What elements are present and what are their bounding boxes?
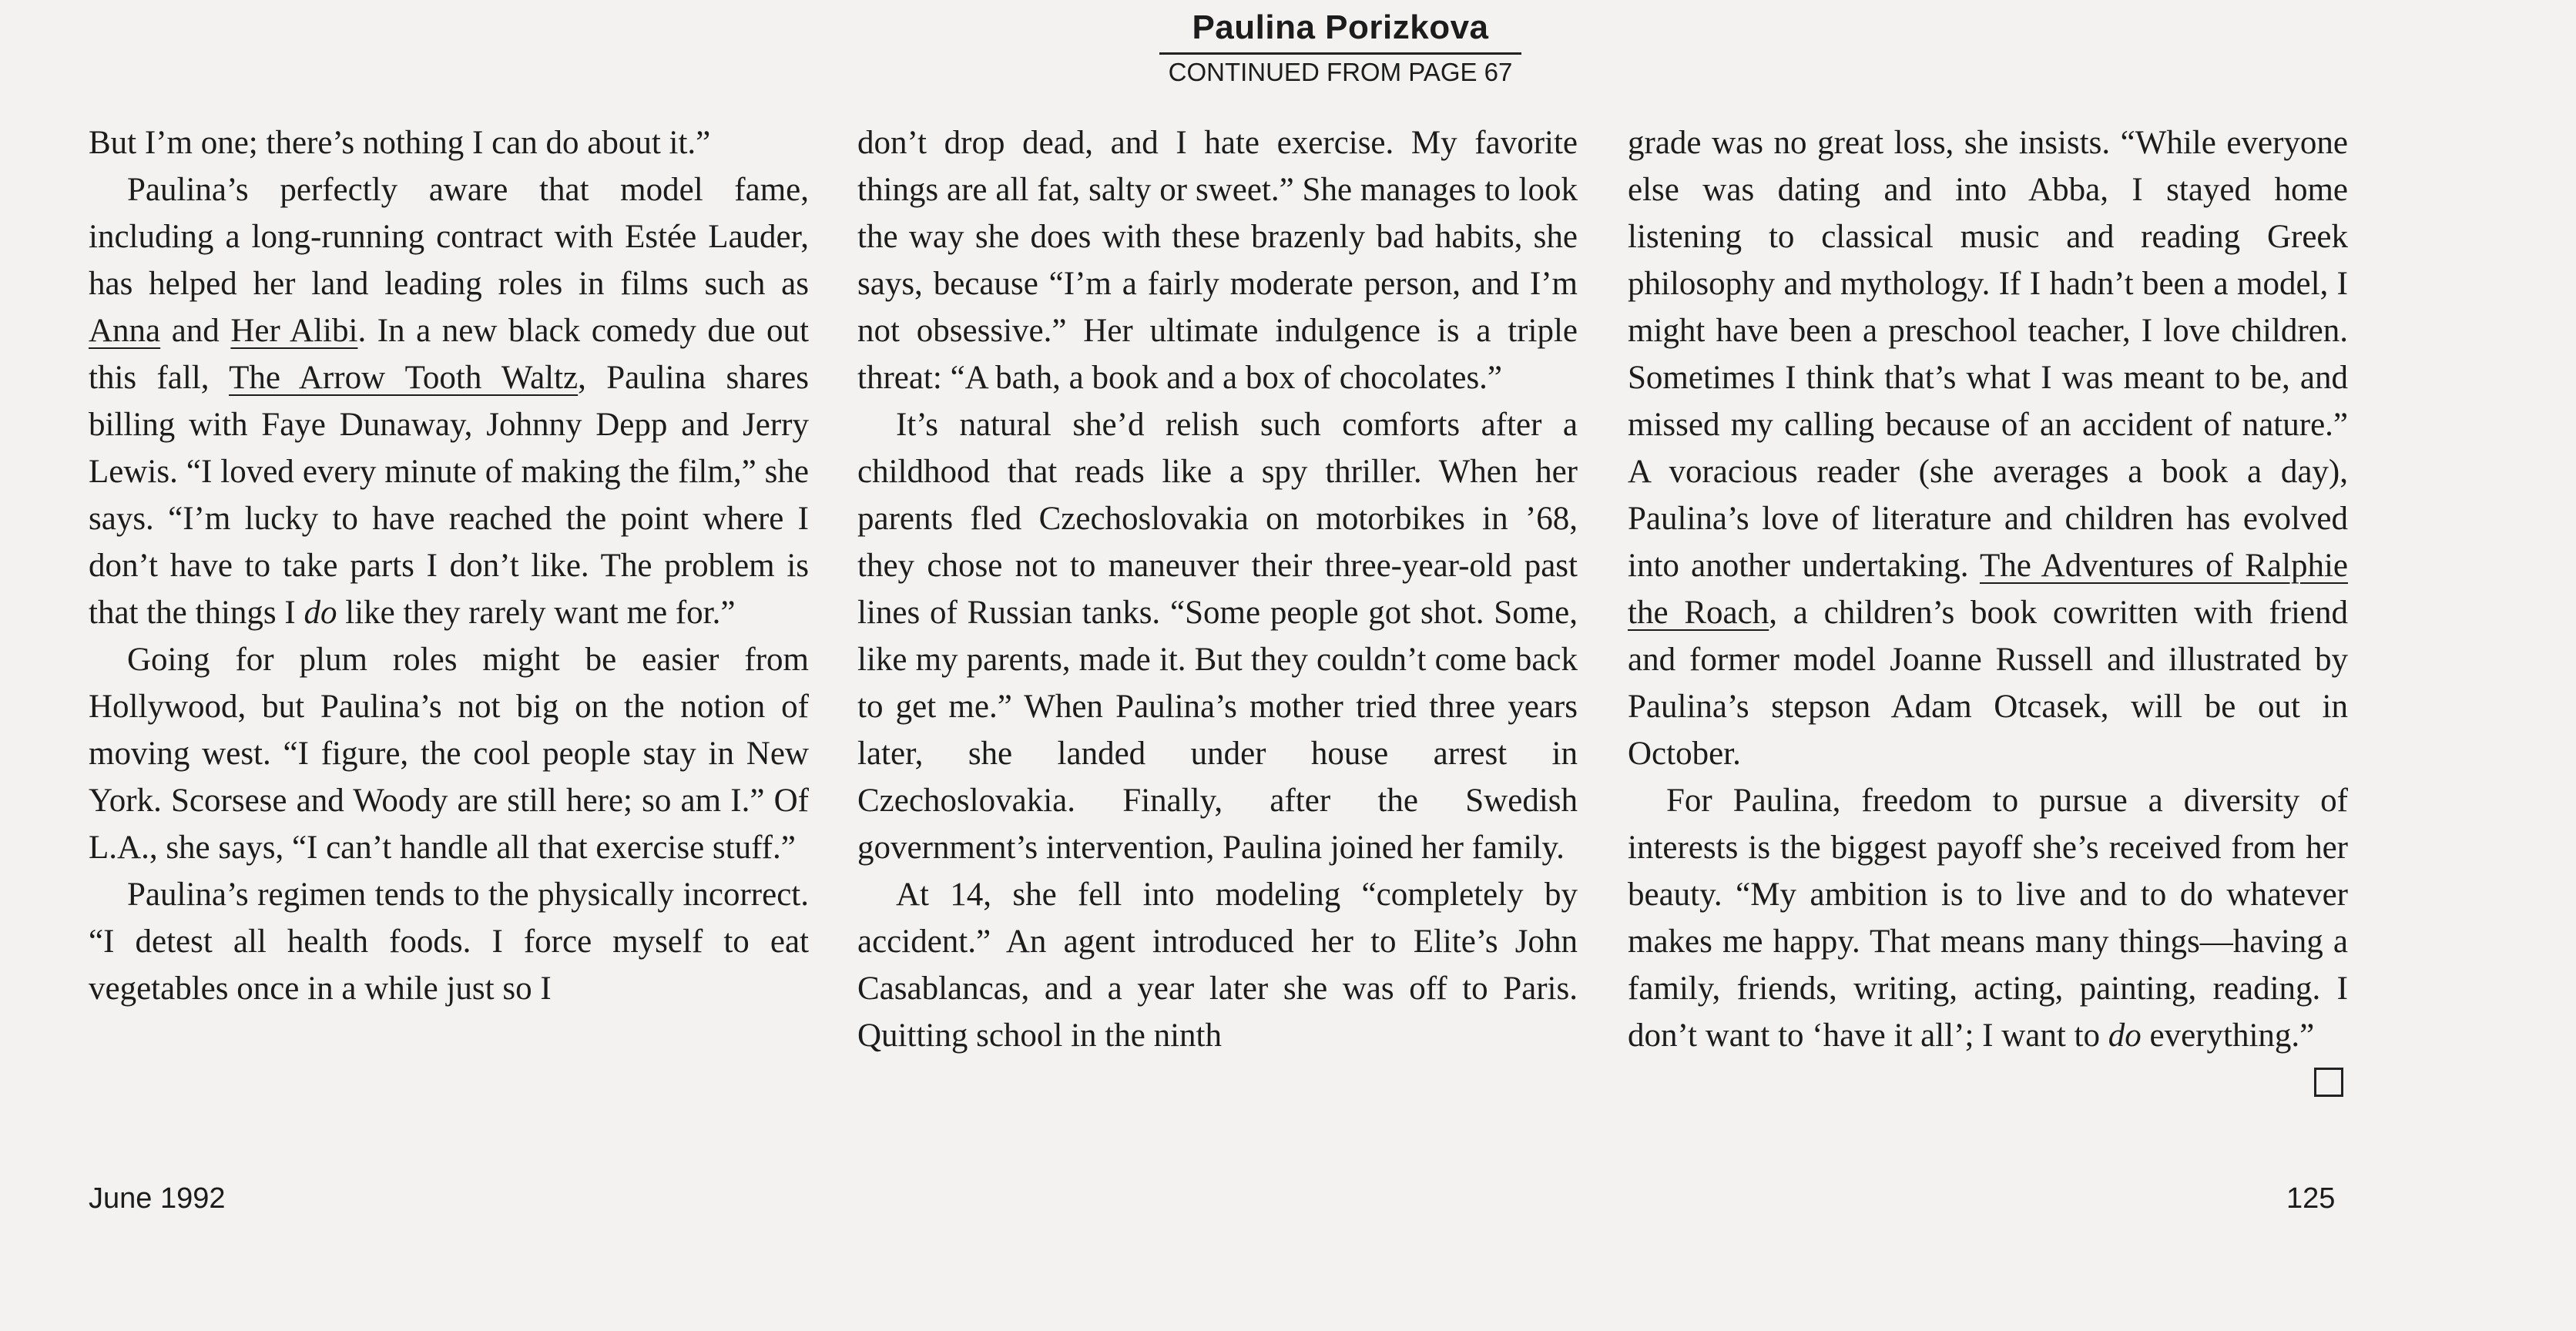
continued-from-label: CONTINUED FROM PAGE 67: [1168, 58, 1513, 86]
paragraph: Paulina’s regimen tends to the physically incorrect. “I detest all health foods. I force myself to eat vegetables once in a while just so I: [89, 877, 809, 1007]
text-run: grade was no great loss, she insists. “While everyone else was dating and into Abba, I stayed home listening to classical music and reading Greek philosophy and mythology. If I hadn’t been a model, I might have been a preschool teacher, I love children. Sometimes I think that’s what I was meant to be, and missed my calling because of an accident of nature.” A voracious reader (she averages a book a day), Paulina’s love of literature and children has evolved into another undertaking.: [1628, 125, 2348, 584]
text-column-1: [89, 119, 809, 1012]
text-run: , a children’s book cowritten with friend and former model Joanne Russell and illustrated by Paulina’s stepson Adam Otcasek, will be out in October.: [1628, 595, 2348, 772]
end-mark-icon: [2314, 1068, 2343, 1097]
paragraph: Going for plum roles might be easier from Hollywood, but Paulina’s not big on the notion of moving west. “I figure, the cool people stay in New York. Scorsese and Woody are still here; so am I.” Of L.A., she says, “I can’t handle all that exercise stuff.”: [89, 642, 809, 866]
page-number: 125: [2286, 1182, 2336, 1215]
italic-emphasis: do: [304, 595, 337, 631]
italic-emphasis: do: [2108, 1018, 2142, 1054]
text-column-3: [1628, 119, 2348, 1097]
film-title-anna: Anna: [89, 313, 161, 349]
paragraph: But I’m one; there’s nothing I can do about it.”: [89, 125, 711, 161]
text-run: and: [160, 313, 231, 349]
paragraph: [1628, 119, 2348, 777]
header-rule: [1159, 52, 1521, 55]
text-run: For Paulina, freedom to pursue a diversity of interests is the biggest payoff she’s received from her beauty. “My ambition is to live and to do whatever makes me happy. That means many things—having a family, friends, writing, acting, painting, reading. I don’t want to ‘have it all’; I want to: [1628, 783, 2348, 1054]
text-run: like they rarely want me for.”: [337, 595, 736, 631]
issue-date: June 1992: [89, 1182, 226, 1215]
article-title: Paulina Porizkova: [1192, 8, 1489, 46]
text-run: Paulina’s perfectly aware that model fame, including a long-running contract with Estée Lauder, has helped her land leading roles in films such as: [89, 172, 809, 302]
paragraph: [89, 166, 809, 636]
book-title-ralphie: The Adventures of Ralphie the Roach: [1628, 548, 2348, 631]
film-title-her-alibi: Her Alibi: [230, 313, 358, 349]
paragraph: [1628, 777, 2348, 1059]
text-run: . In a new black comedy due out this fall,: [89, 313, 810, 396]
article-header: [1001, 8, 1679, 87]
text-run: , Paulina shares billing with Faye Dunaway, Johnny Depp and Jerry Lewis. “I loved every minute of making the film,” she says. “I’m lucky to have reached the point where I don’t have to take parts I don’t like. The problem is that the things I: [89, 360, 810, 631]
text-column-2: [857, 119, 1578, 1059]
paragraph: don’t drop dead, and I hate exercise. My favorite things are all fat, salty or sweet.” She manages to look the way she does with these brazenly bad habits, she says, because “I’m a fairly moderate person, and I’m not obsessive.” Her ultimate indulgence is a triple threat: “A bath, a book and a box of chocolates.”: [857, 125, 1578, 396]
paragraph: At 14, she fell into modeling “completely by accident.” An agent introduced her to Elite’s John Casablancas, and a year later she was off to Paris. Quitting school in the ninth: [857, 877, 1578, 1054]
paragraph: It’s natural she’d relish such comforts after a childhood that reads like a spy thriller. When her parents fled Czechoslovakia on motorbikes in ’68, they chose not to maneuver their three-year-old past lines of Russian tanks. “Some people got shot. Some, like my parents, made it. But they couldn’t come back to get me.” When Paulina’s mother tried three years later, she landed under house arrest in Czechoslovakia. Finally, after the Swedish government’s intervention, Paulina joined her family.: [857, 407, 1578, 866]
film-title-arrow-tooth-waltz: The Arrow Tooth Waltz: [229, 360, 579, 396]
text-run: everything.”: [2141, 1018, 2315, 1054]
